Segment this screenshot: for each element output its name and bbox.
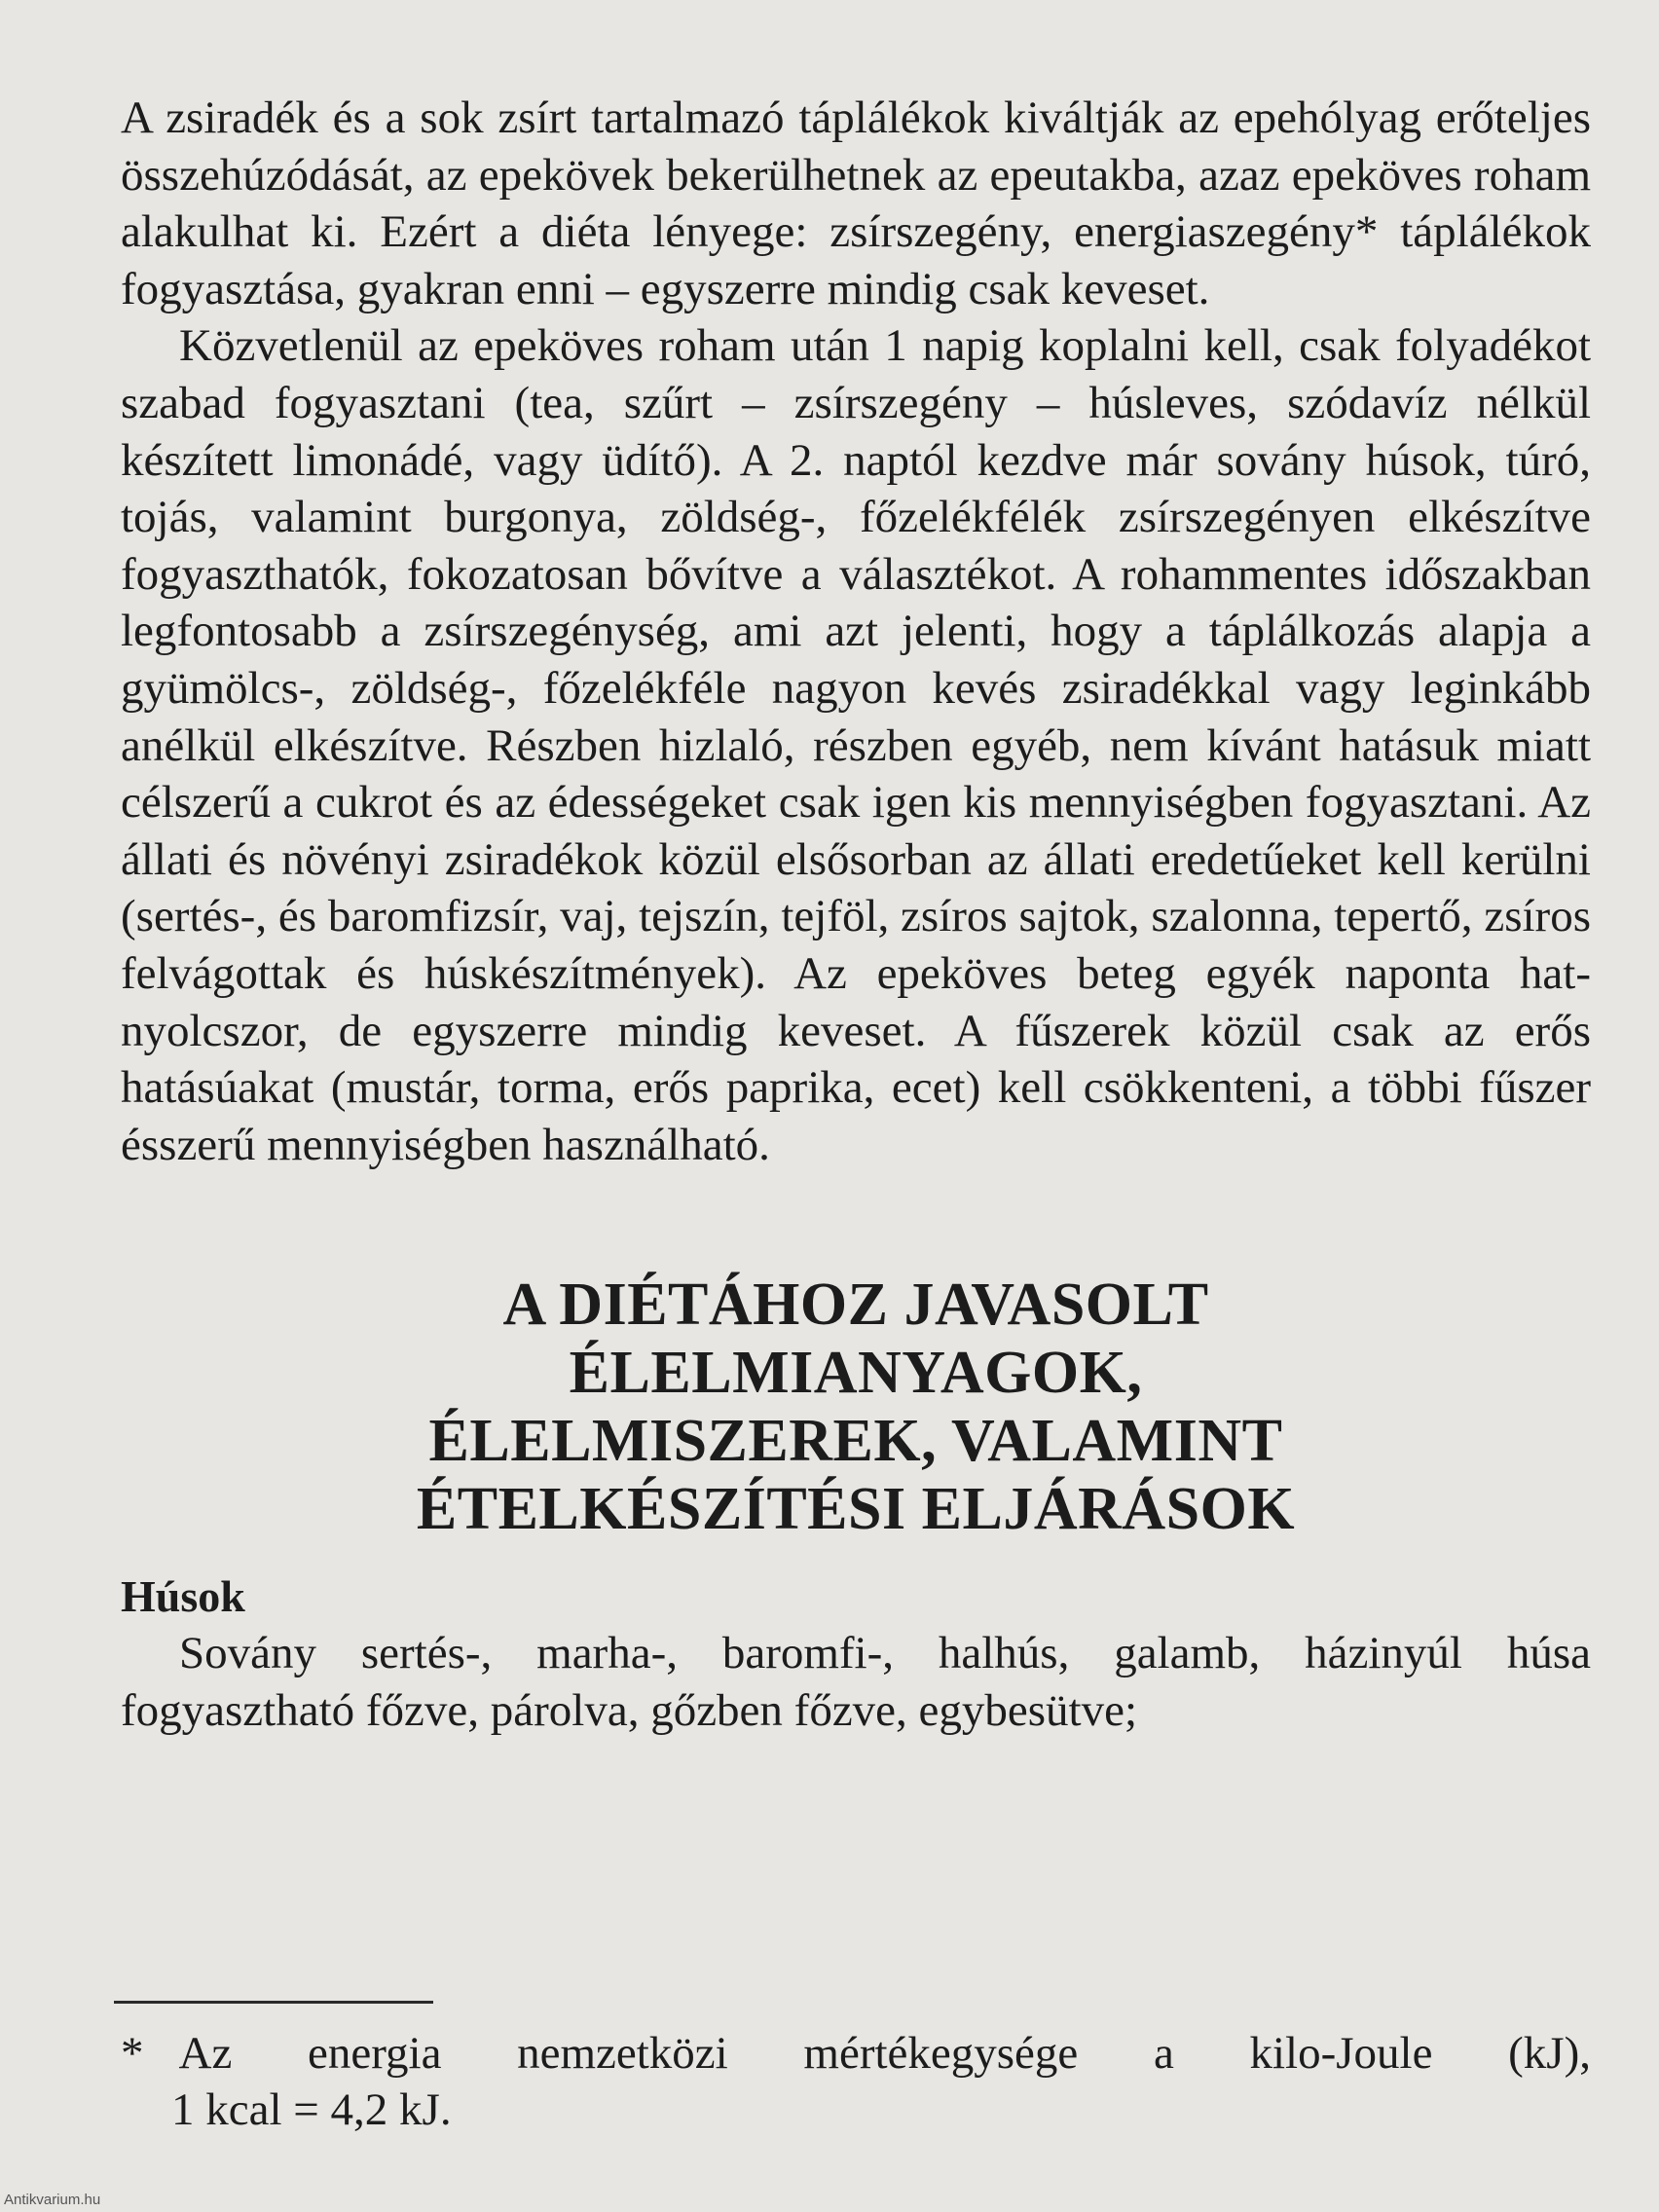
footnote-line-1 <box>121 2025 1591 2082</box>
page-content <box>121 90 1591 1739</box>
section-heading-line: ÉTELKÉSZÍTÉSI ELJÁRÁSOK <box>416 1476 1296 1543</box>
husok-paragraph: Sovány sertés-, marha-, baromfi-, halhús, galamb, házinyúl húsa fogyasztható főzve, párolva, gőzben főzve, egybesütve; <box>121 1628 1591 1736</box>
section-heading-line: ÉLELMIANYAGOK, <box>569 1340 1143 1407</box>
section-heading-line: ÉLELMISZEREK, VALAMINT <box>428 1408 1283 1475</box>
body-paragraph-2: Közvetlenül az epeköves roham után 1 napig koplalni kell, csak folyadékot szabad fogyasztani (tea, szűrt – zsírszegény – húsleves, szódavíz nélkül készített limonádé, vagy üdítő). A 2. naptól kezdve már sovány húsok, túró, tojás, valamint burgonya, zöldség-, főzelékfélék zsírszegényen elkészítve fogyaszthatók, fokozatosan bővítve a választékot. A rohammentes időszakban legfontosabb a zsírszegénység, ami azt jelenti, hogy a táplálkozás alapja a gyümölcs-, zöldség-, főzelékféle nagyon kevés zsiradékkal vagy leginkább anélkül elkészítve. Részben hizlaló, részben egyéb, nem kívánt hatásuk miatt célszerű a cukrot és az édességeket csak igen kis mennyiségben fogyasztani. Az állati és növényi zsiradékok közül elsősorban az állati eredetűeket kell kerülni (sertés-, és baromfizsír, vaj, tejszín, tejföl, zsíros sajtok, szalonna, tepertő, zsíros felvágottak és húskészítmények). Az epeköves beteg egyék naponta hat-nyolcszor, de egyszerre mindig keveset. A fűszerek közül csak az erős hatásúakat (mustár, torma, erős paprika, ecet) kell csökkenteni, a többi fűszer ésszerű mennyiségben használható. <box>121 320 1591 1170</box>
footnote <box>121 2025 1591 2138</box>
footnote-text-2: 1 kcal = 4,2 kJ. <box>171 2084 452 2135</box>
footnote-divider <box>114 2001 433 2004</box>
footnote-marker: * <box>121 2028 144 2079</box>
subheading-husok: Húsok <box>121 1571 245 1622</box>
watermark: Antikvarium.hu <box>4 2192 101 2208</box>
section-heading-line: A DIÉTÁHOZ JAVASOLT <box>502 1272 1209 1339</box>
body-paragraph-1: A zsiradék és a sok zsírt tartalmazó táplálékok kiváltják az epehólyag erőteljes összehúzódását, az epekövek bekerülhetnek az epeutakba, azaz epeköves roham alakulhat ki. Ezért a diéta lényege: zsírszegény, energiaszegény* táplálékok fogyasztása, gyakran enni – egyszerre mindig csak keveset. <box>121 92 1591 314</box>
footnote-text-1: Az energia nemzetközi mértékegysége a kilo-Joule (kJ), <box>178 2028 1591 2079</box>
section-heading <box>121 1271 1591 1543</box>
